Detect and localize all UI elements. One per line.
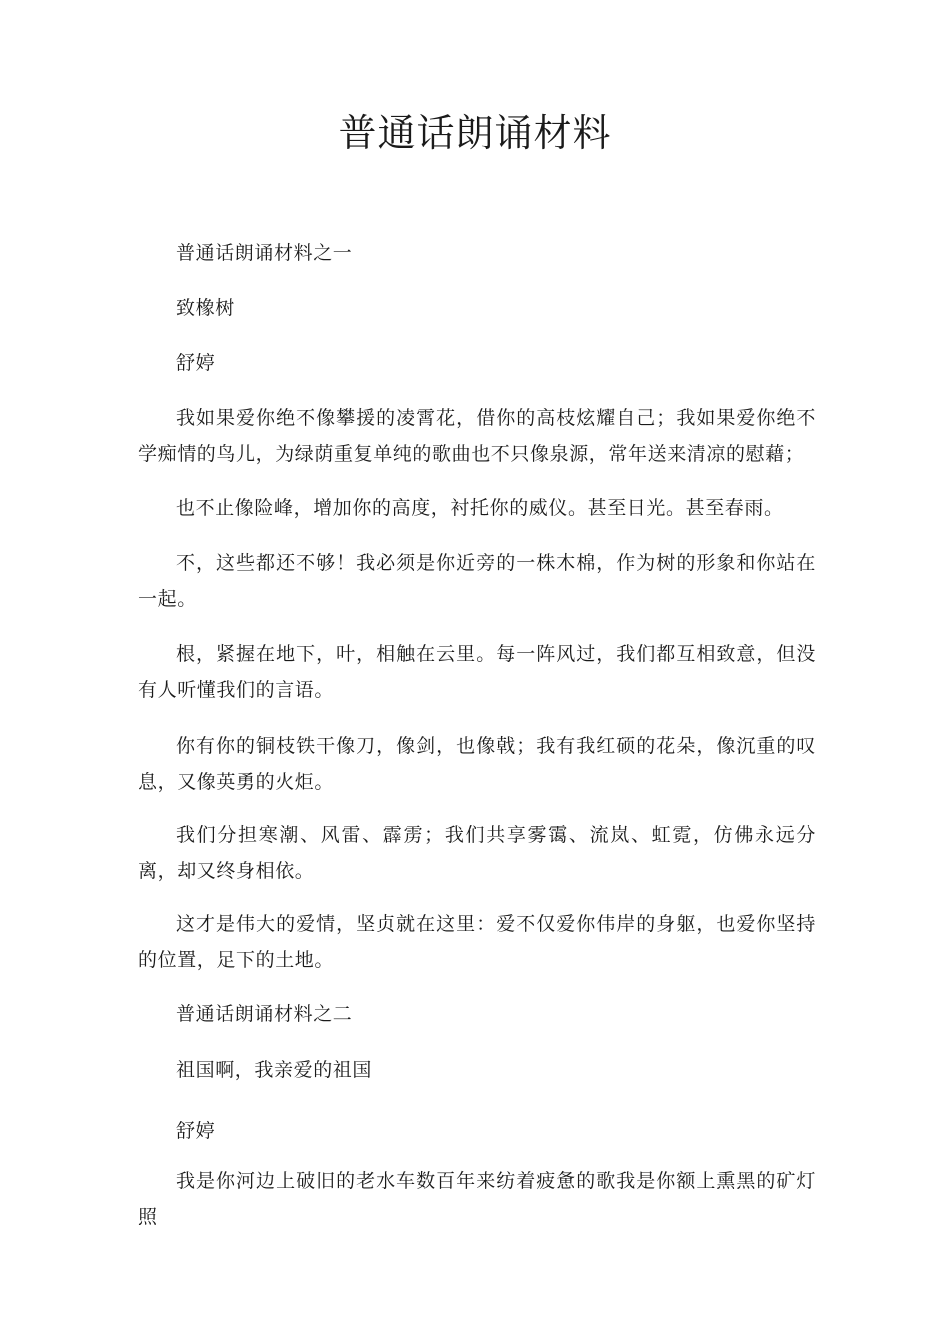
poem-title-2: 祖国啊，我亲爱的祖国 bbox=[176, 1059, 373, 1081]
poem-title-1: 致橡树 bbox=[176, 297, 235, 319]
poem-paragraph: 你有你的铜枝铁干像刀，像剑，也像戟；我有我红硕的花朵，像沉重的叹息，又像英勇的火炬。 bbox=[138, 735, 816, 793]
poem-paragraph: 也不止像险峰，增加你的高度，衬托你的威仪。甚至日光。甚至春雨。 bbox=[176, 497, 784, 519]
poem-paragraph: 不，这些都还不够！我必须是你近旁的一株木棉，作为树的形象和你站在一起。 bbox=[138, 552, 816, 610]
poem-paragraph: 我是你河边上破旧的老水车数百年来纺着疲惫的歌我是你额上熏黑的矿灯照 bbox=[138, 1170, 816, 1228]
section-heading-2: 普通话朗诵材料之二 bbox=[176, 1003, 353, 1025]
poem-paragraph: 根，紧握在地下，叶，相触在云里。每一阵风过，我们都互相致意，但没有人听懂我们的言语。 bbox=[138, 643, 816, 701]
poem-paragraph: 我们分担寒潮、风雷、霹雳；我们共享雾霭、流岚、虹霓，仿佛永远分离，却又终身相依。 bbox=[138, 824, 816, 882]
document-title: 普通话朗诵材料 bbox=[338, 111, 612, 155]
poem-paragraph: 这才是伟大的爱情，坚贞就在这里：爱不仅爱你伟岸的身躯，也爱你坚持的位置，足下的土地。 bbox=[138, 913, 816, 971]
poem-author-1: 舒婷 bbox=[176, 352, 216, 374]
section-heading-1: 普通话朗诵材料之一 bbox=[176, 242, 353, 264]
poem-author-2: 舒婷 bbox=[176, 1120, 216, 1142]
poem-paragraph: 我如果爱你绝不像攀援的凌霄花，借你的高枝炫耀自己；我如果爱你绝不学痴情的鸟儿，为绿荫重复单纯的歌曲也不只像泉源，常年送来清凉的慰藉； bbox=[138, 407, 816, 465]
